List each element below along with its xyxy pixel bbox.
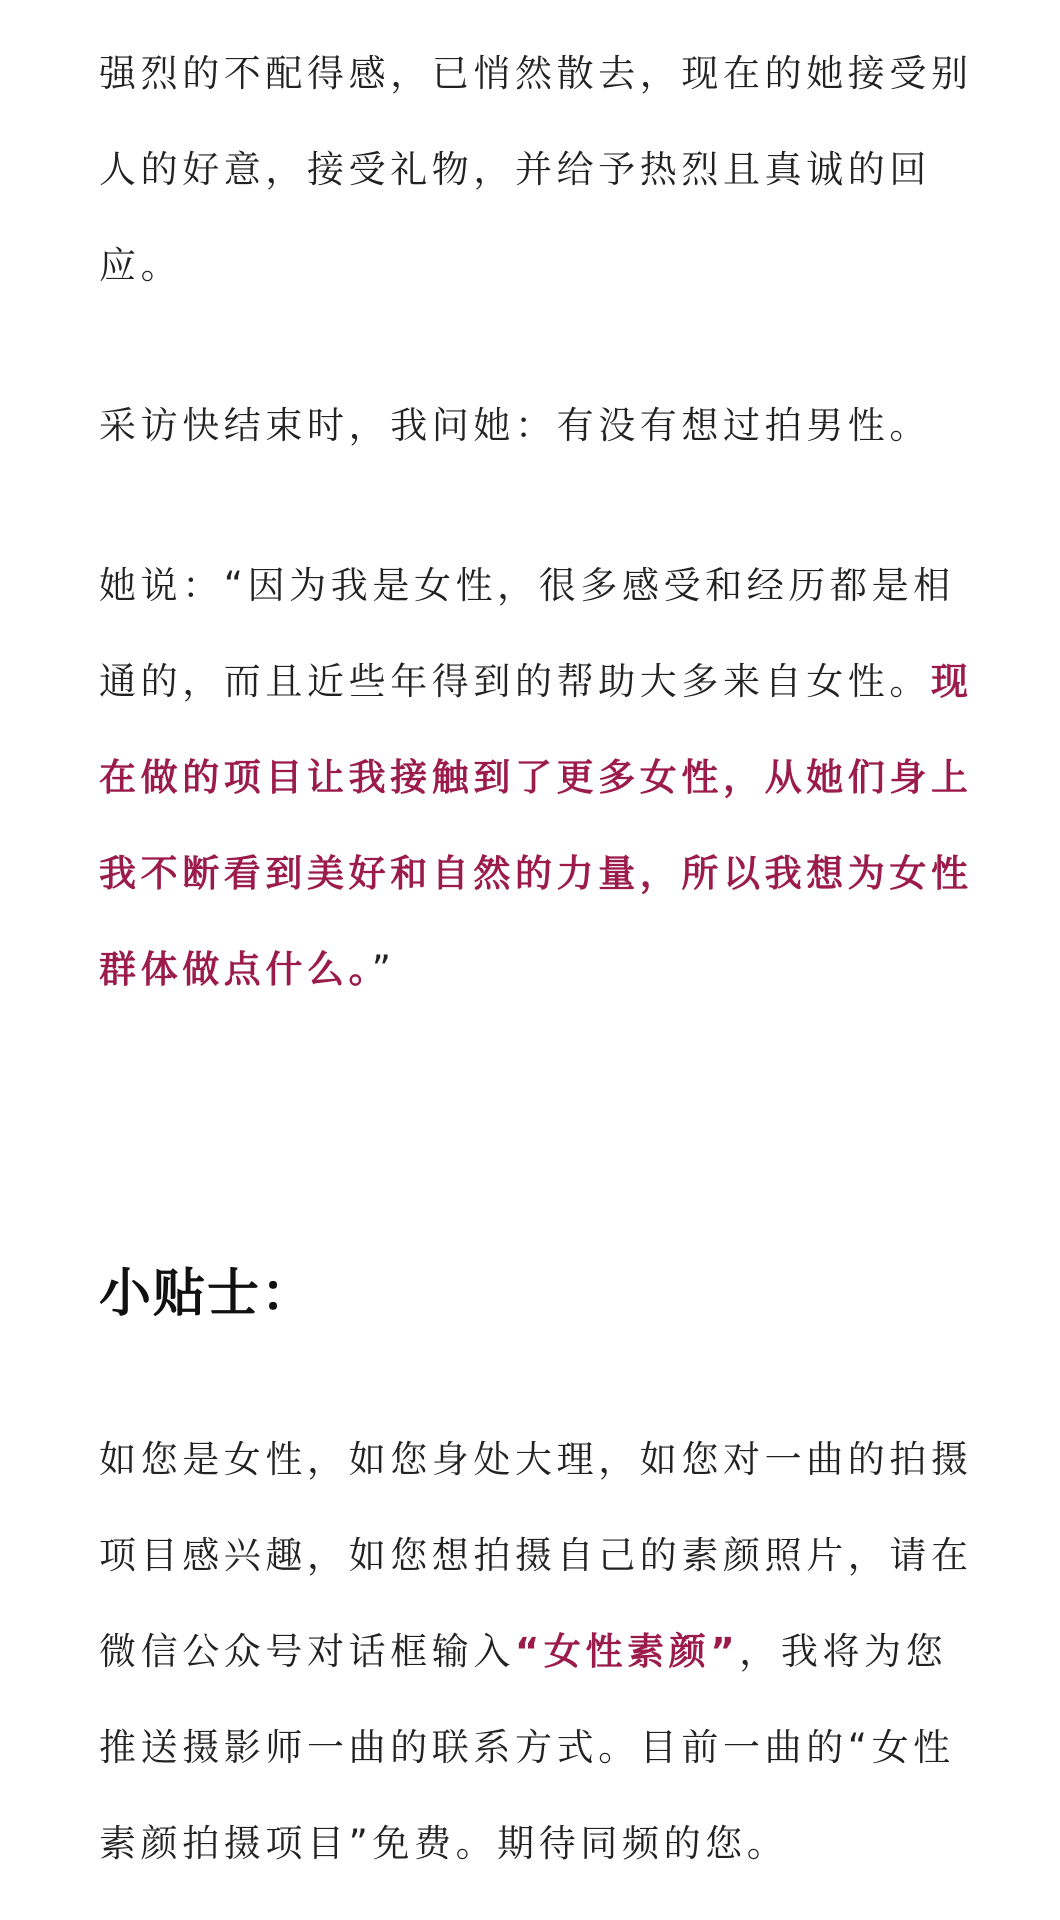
paragraph-quote bbox=[99, 538, 979, 1018]
quote-close-mark: ” bbox=[371, 948, 396, 991]
paragraph-tips bbox=[99, 1412, 979, 1892]
paragraph-text: 强烈的不配得感，已悄然散去，现在的她接受别人的好意，接受礼物，并给予热烈且真诚的回应。 bbox=[99, 52, 973, 287]
tips-keyword: “女性素颜” bbox=[515, 1630, 740, 1673]
quote-highlight-text: 现在做的项目让我接触到了更多女性，从她们身上我不断看到美好和自然的力量，所以我想为女性群体做点什么。 bbox=[99, 660, 973, 991]
paragraph-text: 采访快结束时，我问她：有没有想过拍男性。 bbox=[99, 404, 931, 447]
tips-text-before: 如您是女性，如您身处大理，如您对一曲的拍摄项目感兴趣，如您想拍摄自己的素颜照片，请在微信公众号对话框输入 bbox=[99, 1438, 973, 1673]
quote-plain-text: 她说：“因为我是女性，很多感受和经历都是相通的，而且近些年得到的帮助大多来自女性。 bbox=[99, 564, 955, 703]
paragraph-interview-question bbox=[99, 378, 979, 474]
paragraph-not-deserving bbox=[99, 26, 979, 314]
tips-heading: 小贴士： bbox=[99, 1264, 316, 1324]
tips-text-after: ，我将为您推送摄影师一曲的联系方式。目前一曲的“女性素颜拍摄项目”免费。期待同频的您。 bbox=[99, 1630, 955, 1865]
article-body bbox=[99, 0, 979, 1892]
